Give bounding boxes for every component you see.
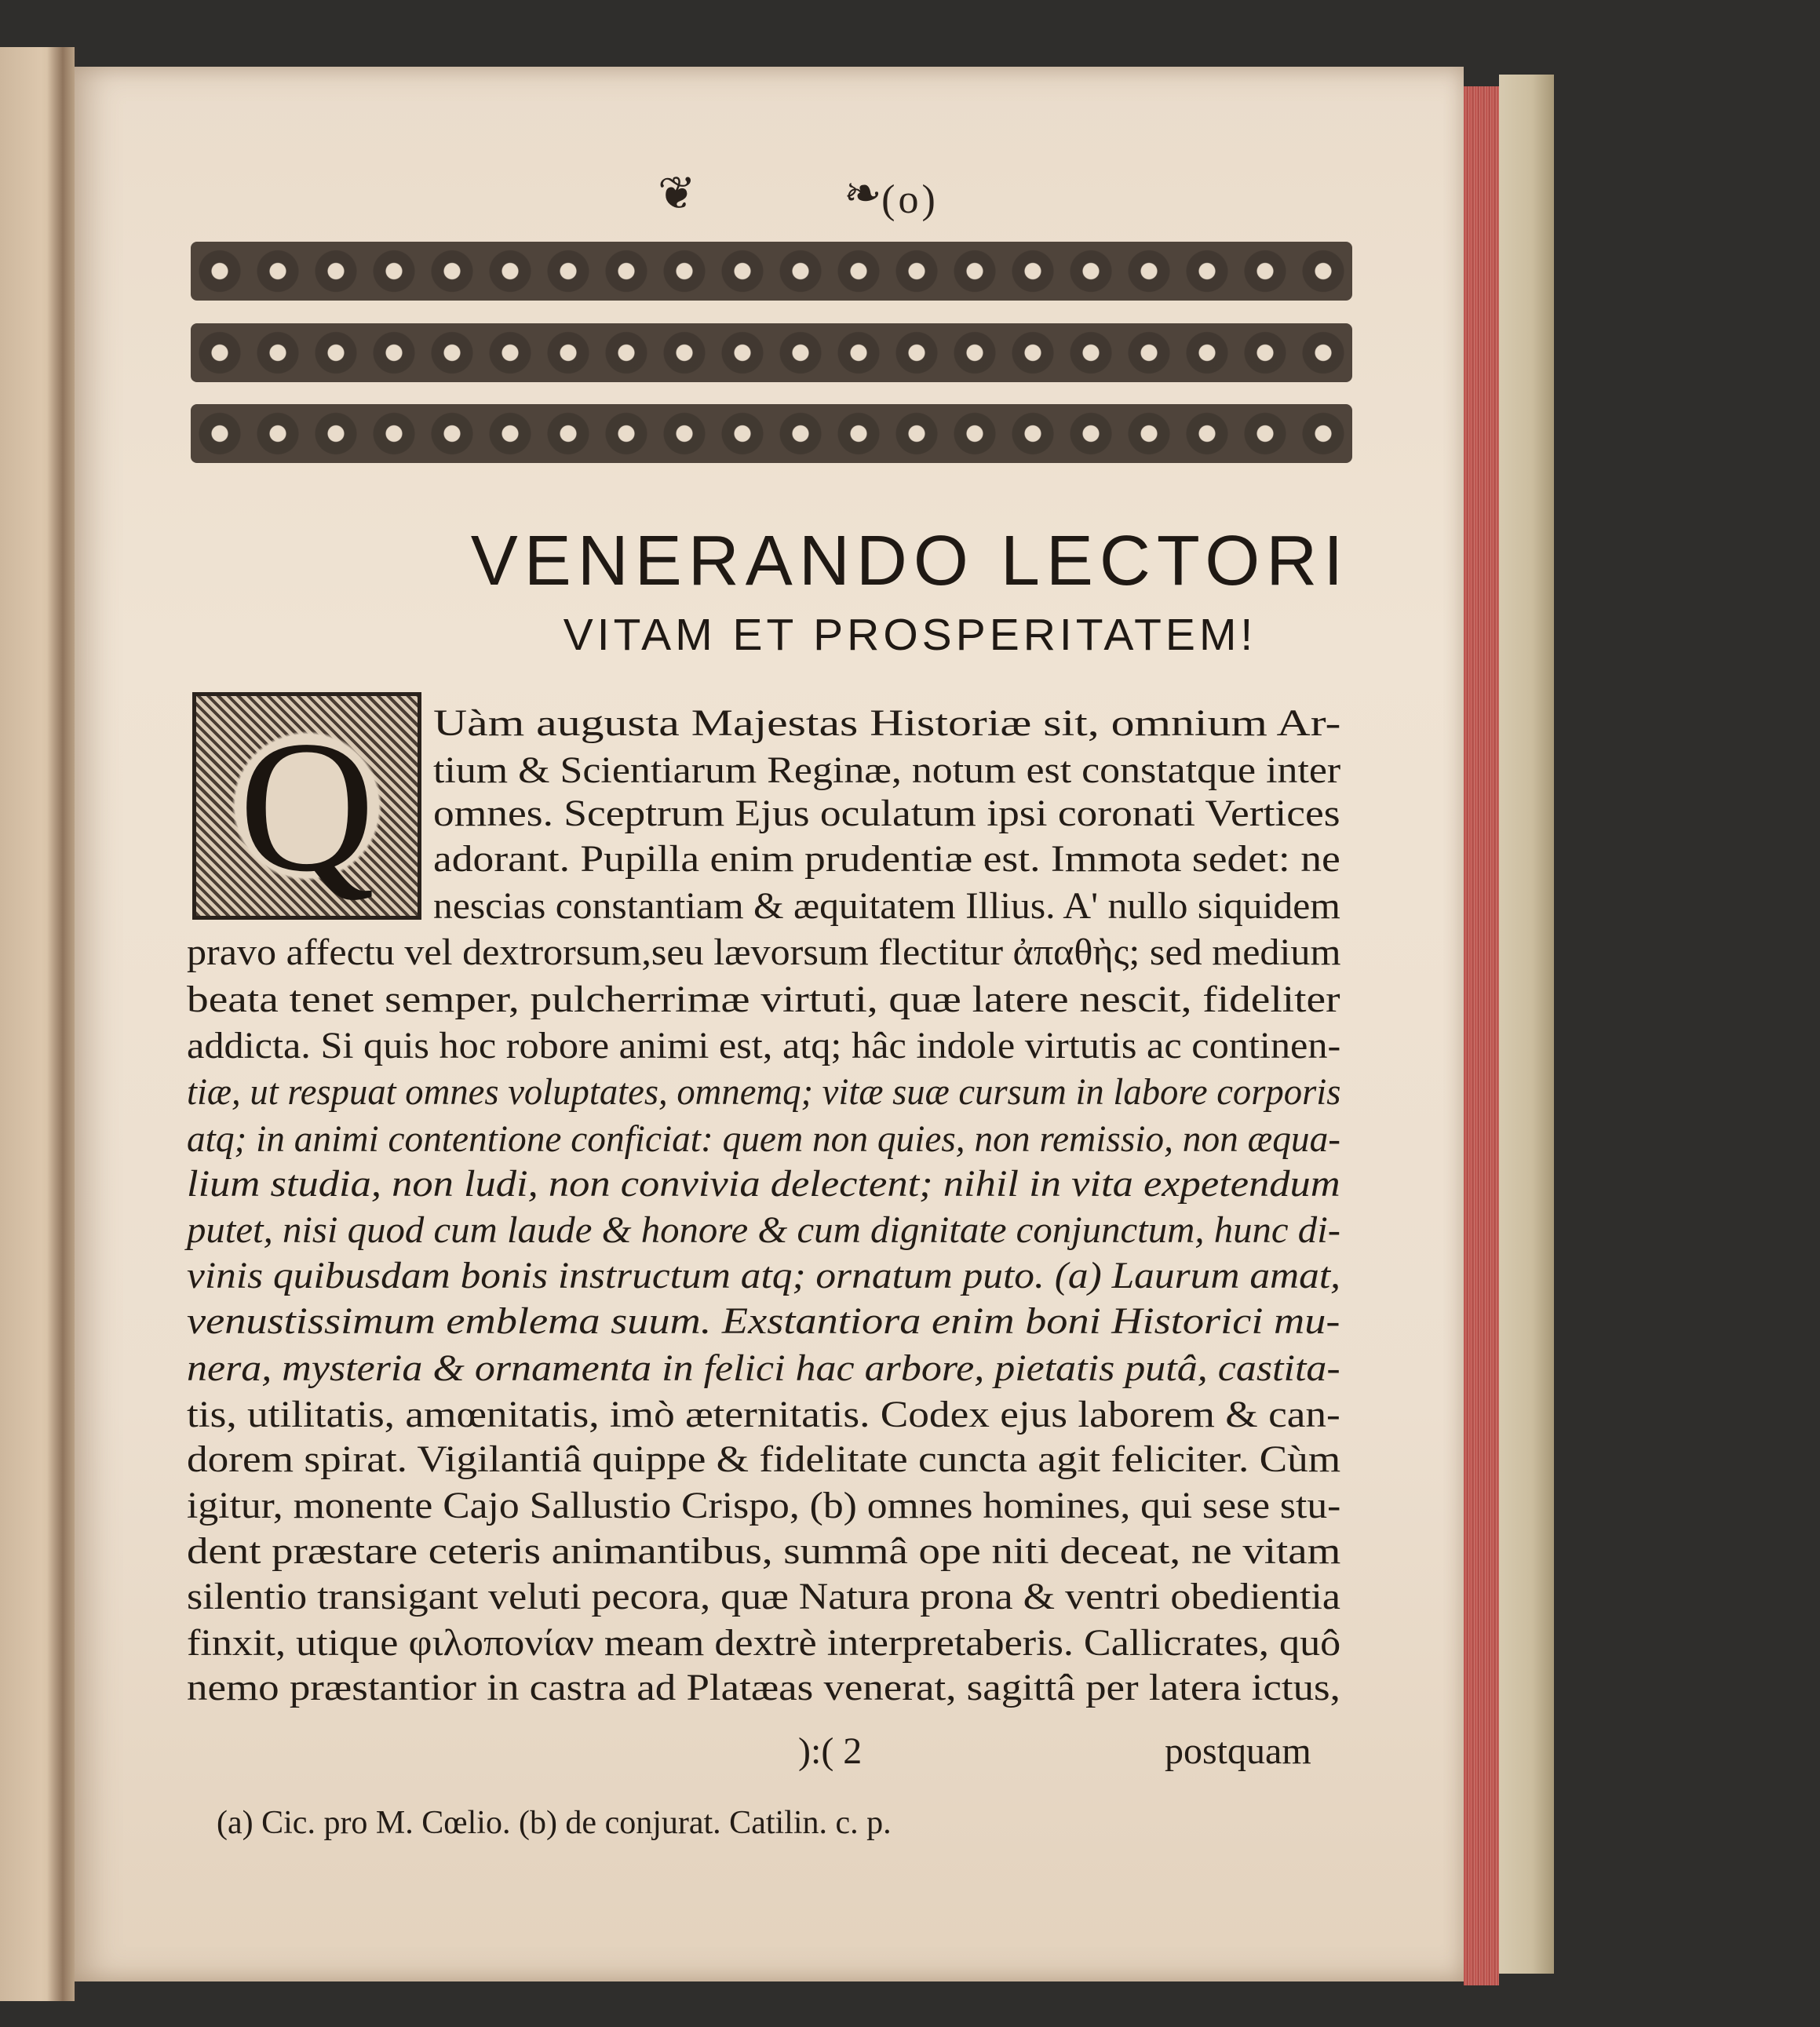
footnote: (a) Cic. pro M. Cœlio. (b) de conjurat. Catilin. c. p.	[217, 1805, 892, 1841]
page-number: (o)	[881, 177, 939, 222]
left-fleuron-icon: ❦	[658, 168, 696, 219]
ornament-band-middle	[191, 323, 1352, 382]
page-subheading: VITAM ET PROSPERITATEM!	[563, 610, 1257, 660]
body-line: addicta. Si quis hoc robore animi est, atq; hâc indole virtutis ac continen-	[187, 1025, 1341, 1066]
body-line: igitur, monente Cajo Sallustio Crispo, (b) omnes homines, qui sese stu-	[187, 1485, 1341, 1526]
body-line: lium studia, non ludi, non convivia delectent; nihil in vita expetendum	[187, 1163, 1340, 1205]
signature-mark: ):( 2	[798, 1730, 863, 1772]
body-line: tis, utilitatis, amœnitatis, imò æternitatis. Codex ejus laborem & can-	[187, 1394, 1340, 1435]
catchword: postquam	[1165, 1730, 1311, 1772]
drop-cap-initial	[192, 692, 421, 920]
page-heading: VENERANDO LECTORI	[470, 522, 1350, 600]
right-fleuron-icon: ❧	[844, 168, 882, 219]
vellum-binding	[1499, 75, 1554, 1974]
body-line: omnes. Sceptrum Ejus oculatum ipsi coronati Vertices	[433, 793, 1340, 834]
body-line: vinis quibusdam bonis instructum atq; ornatum puto. (a) Laurum amat,	[187, 1255, 1341, 1296]
body-line: nescias constantiam & æquitatem Illius. A' nullo siquidem	[433, 885, 1340, 927]
body-line: venustissimum emblema suum. Exstantiora enim boni Historici mu-	[187, 1300, 1340, 1342]
body-line: finxit, utique φιλοπονίαν meam dextrè interpretaberis. Callicrates, quô	[187, 1622, 1341, 1664]
book-gutter	[47, 47, 78, 2001]
body-line: Uàm augusta Majestas Historiæ sit, omnium Ar-	[433, 702, 1341, 744]
body-line: atq; in animi contentione conficiat: quem non quies, non remissio, non æqua-	[187, 1118, 1341, 1160]
body-line: beata tenet semper, pulcherrimæ virtuti, quæ latere nescit, fideliter	[187, 979, 1340, 1020]
body-line: tium & Scientiarum Reginæ, notum est constatque inter	[433, 749, 1341, 791]
body-line: adorant. Pupilla enim prudentiæ est. Immota sedet: ne	[433, 838, 1340, 880]
body-line: pravo affectu vel dextrorsum,seu lævorsum flectitur ἀπαθὴς; sed medium	[187, 931, 1341, 973]
body-line: dorem spirat. Vigilantiâ quippe & fidelitate cuncta agit feliciter. Cùm	[187, 1438, 1341, 1480]
body-line: nera, mysteria & ornamenta in felici hac arbore, pietatis putâ, castita-	[187, 1347, 1340, 1389]
body-line: putet, nisi quod cum laude & honore & cum dignitate conjunctum, hunc di-	[187, 1209, 1340, 1251]
body-line: dent præstare ceteris animantibus, summâ ope niti deceat, ne vitam	[187, 1530, 1341, 1572]
red-page-edges	[1464, 86, 1499, 1985]
ornament-band-top	[191, 242, 1352, 301]
ornament-band-bottom	[191, 404, 1352, 463]
body-line: nemo præstantior in castra ad Platæas venerat, sagittâ per latera ictus,	[187, 1667, 1340, 1708]
drop-cap-letter: Q	[196, 696, 418, 916]
body-line: tiæ, ut respuat omnes voluptates, omnemq; vitæ suæ cursum in labore corporis	[187, 1071, 1341, 1113]
body-line: silentio transigant veluti pecora, quæ Natura prona & ventri obedientia	[187, 1576, 1340, 1617]
